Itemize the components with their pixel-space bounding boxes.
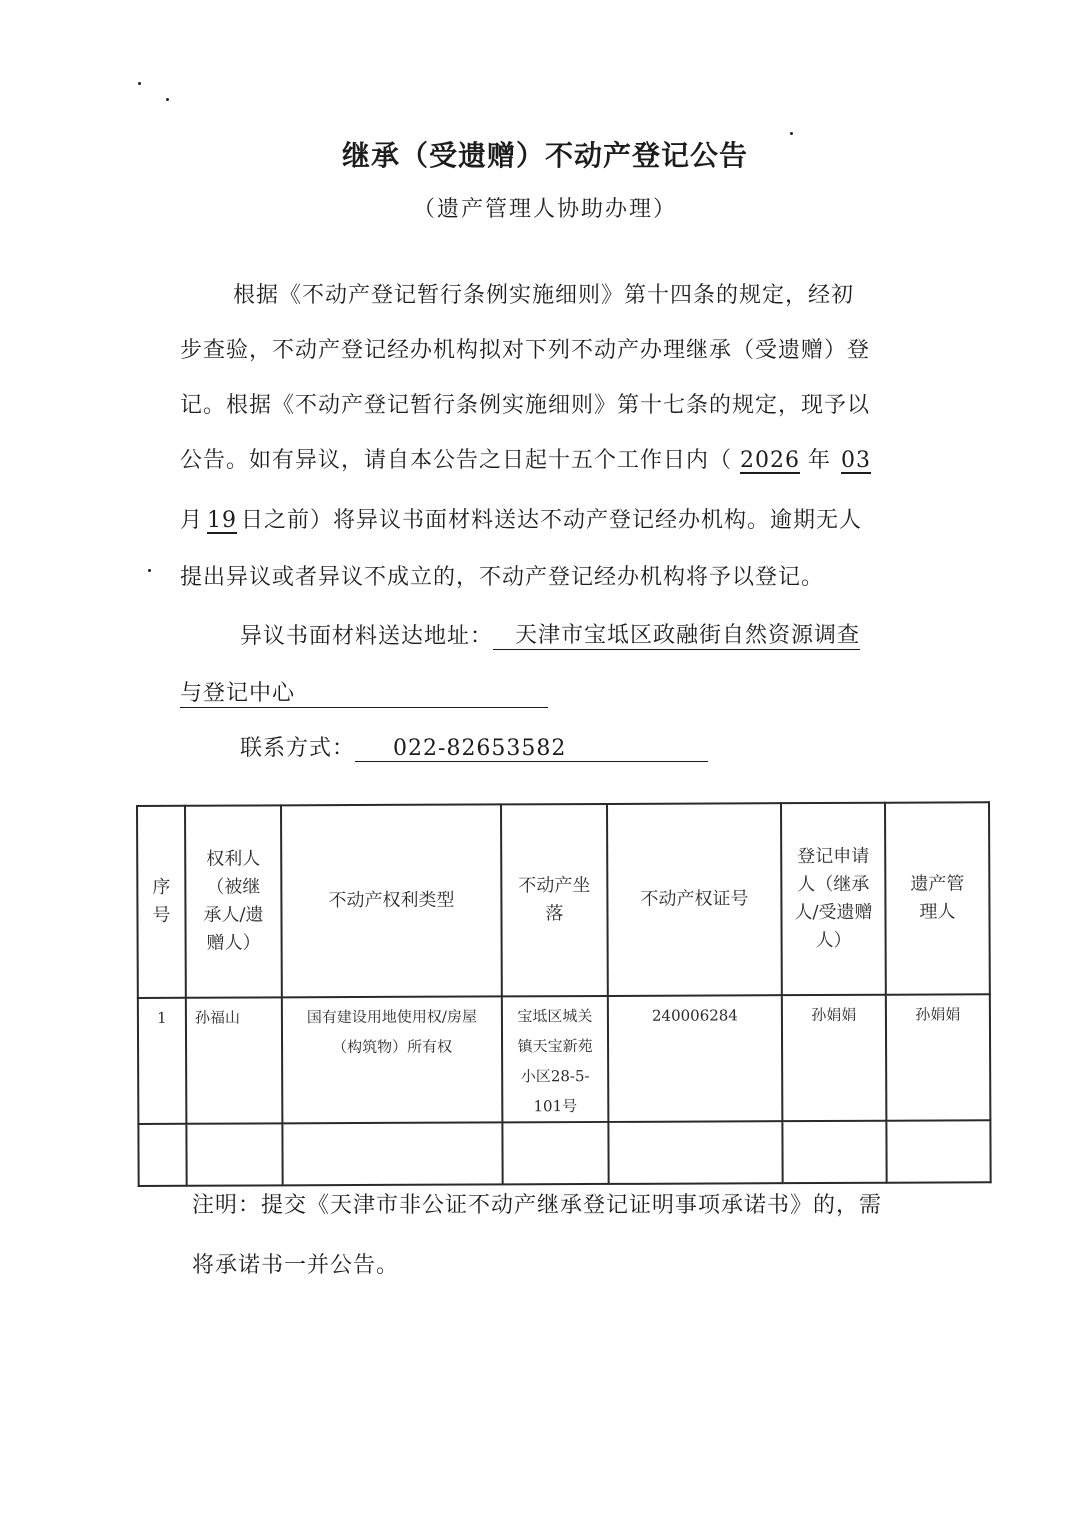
contact-label: 联系方式：: [240, 736, 356, 761]
cell-certificate: 240006284: [608, 995, 783, 1122]
cell-manager: 孙娟娟: [886, 994, 991, 1120]
cell-holder: [186, 1123, 282, 1185]
header-right-type: 不动产权利类型: [281, 804, 502, 997]
address-value-continued: 与登记中心: [180, 676, 548, 708]
cell-certificate: [608, 1121, 782, 1184]
header-applicant: 登记申请人（继承人/受遗赠人）: [781, 803, 886, 995]
paragraph-line: [180, 443, 871, 474]
table-row: [138, 1120, 990, 1186]
deadline-month: 03: [841, 448, 872, 473]
document-title: 继承（受遗赠）不动产登记公告: [341, 139, 748, 172]
address-line-2: [180, 676, 548, 708]
cell-applicant: [782, 1121, 886, 1183]
cell-manager: [886, 1120, 990, 1182]
address-line: [240, 618, 860, 650]
paragraph-line: [180, 503, 862, 534]
document-subtitle: （遗产管理人协助办理）: [412, 197, 677, 222]
cell-right-type: [282, 1122, 502, 1185]
scan-speck: [166, 98, 169, 101]
address-value: 天津市宝坻区政融街自然资源调查: [493, 618, 860, 650]
cell-seq: 1: [138, 998, 187, 1124]
cell-holder: 孙福山: [186, 997, 283, 1123]
paragraph-line: 根据《不动产登记暂行条例实施细则》第十四条的规定，经初: [233, 283, 855, 308]
address-label: 异议书面材料送达地址：: [240, 624, 494, 649]
header-seq: 序号: [137, 806, 186, 998]
month-unit: 月: [180, 508, 204, 533]
header-manager: 遗产管理人: [885, 802, 990, 994]
header-certificate: 不动产权证号: [607, 803, 782, 996]
contact-phone: 022-82653582: [355, 736, 708, 762]
cell-right-type: 国有建设用地使用权/房屋（构筑物）所有权: [282, 996, 503, 1123]
paragraph-text: 日之前）将异议书面材料送达不动产登记经办机构。逾期无人: [241, 508, 863, 533]
registration-table: [136, 801, 992, 1187]
scan-speck: [148, 569, 151, 572]
note-line: 注明：提交《天津市非公证不动产继承登记证明事项承诺书》的，需: [192, 1193, 883, 1218]
header-location: 不动产坐落: [501, 804, 608, 996]
paragraph-line: 提出异议或者异议不成立的，不动产登记经办机构将予以登记。: [180, 565, 825, 590]
deadline-day: 19: [207, 508, 238, 533]
header-holder: 权利人（被继承人/遗赠人）: [185, 805, 282, 997]
paragraph-text: 公告。如有异议，请自本公告之日起十五个工作日内（: [180, 448, 733, 473]
cell-applicant: 孙娟娟: [782, 995, 887, 1121]
table-row: [138, 994, 991, 1124]
deadline-year: 2026: [740, 448, 801, 473]
cell-location: 宝坻区城关镇天宝新苑小区28-5-101号: [502, 996, 609, 1122]
contact-line: [240, 731, 708, 762]
paragraph-line: 记。根据《不动产登记暂行条例实施细则》第十七条的规定，现予以: [180, 393, 871, 418]
year-unit: 年: [808, 448, 832, 473]
table-header-row: [137, 802, 990, 998]
cell-location: [502, 1122, 608, 1184]
paragraph-line: 步查验，不动产登记经办机构拟对下列不动产办理继承（受遗赠）登: [180, 338, 871, 363]
cell-seq: [138, 1124, 186, 1186]
note-line: 将承诺书一并公告。: [192, 1253, 400, 1278]
scan-speck: [138, 82, 141, 85]
